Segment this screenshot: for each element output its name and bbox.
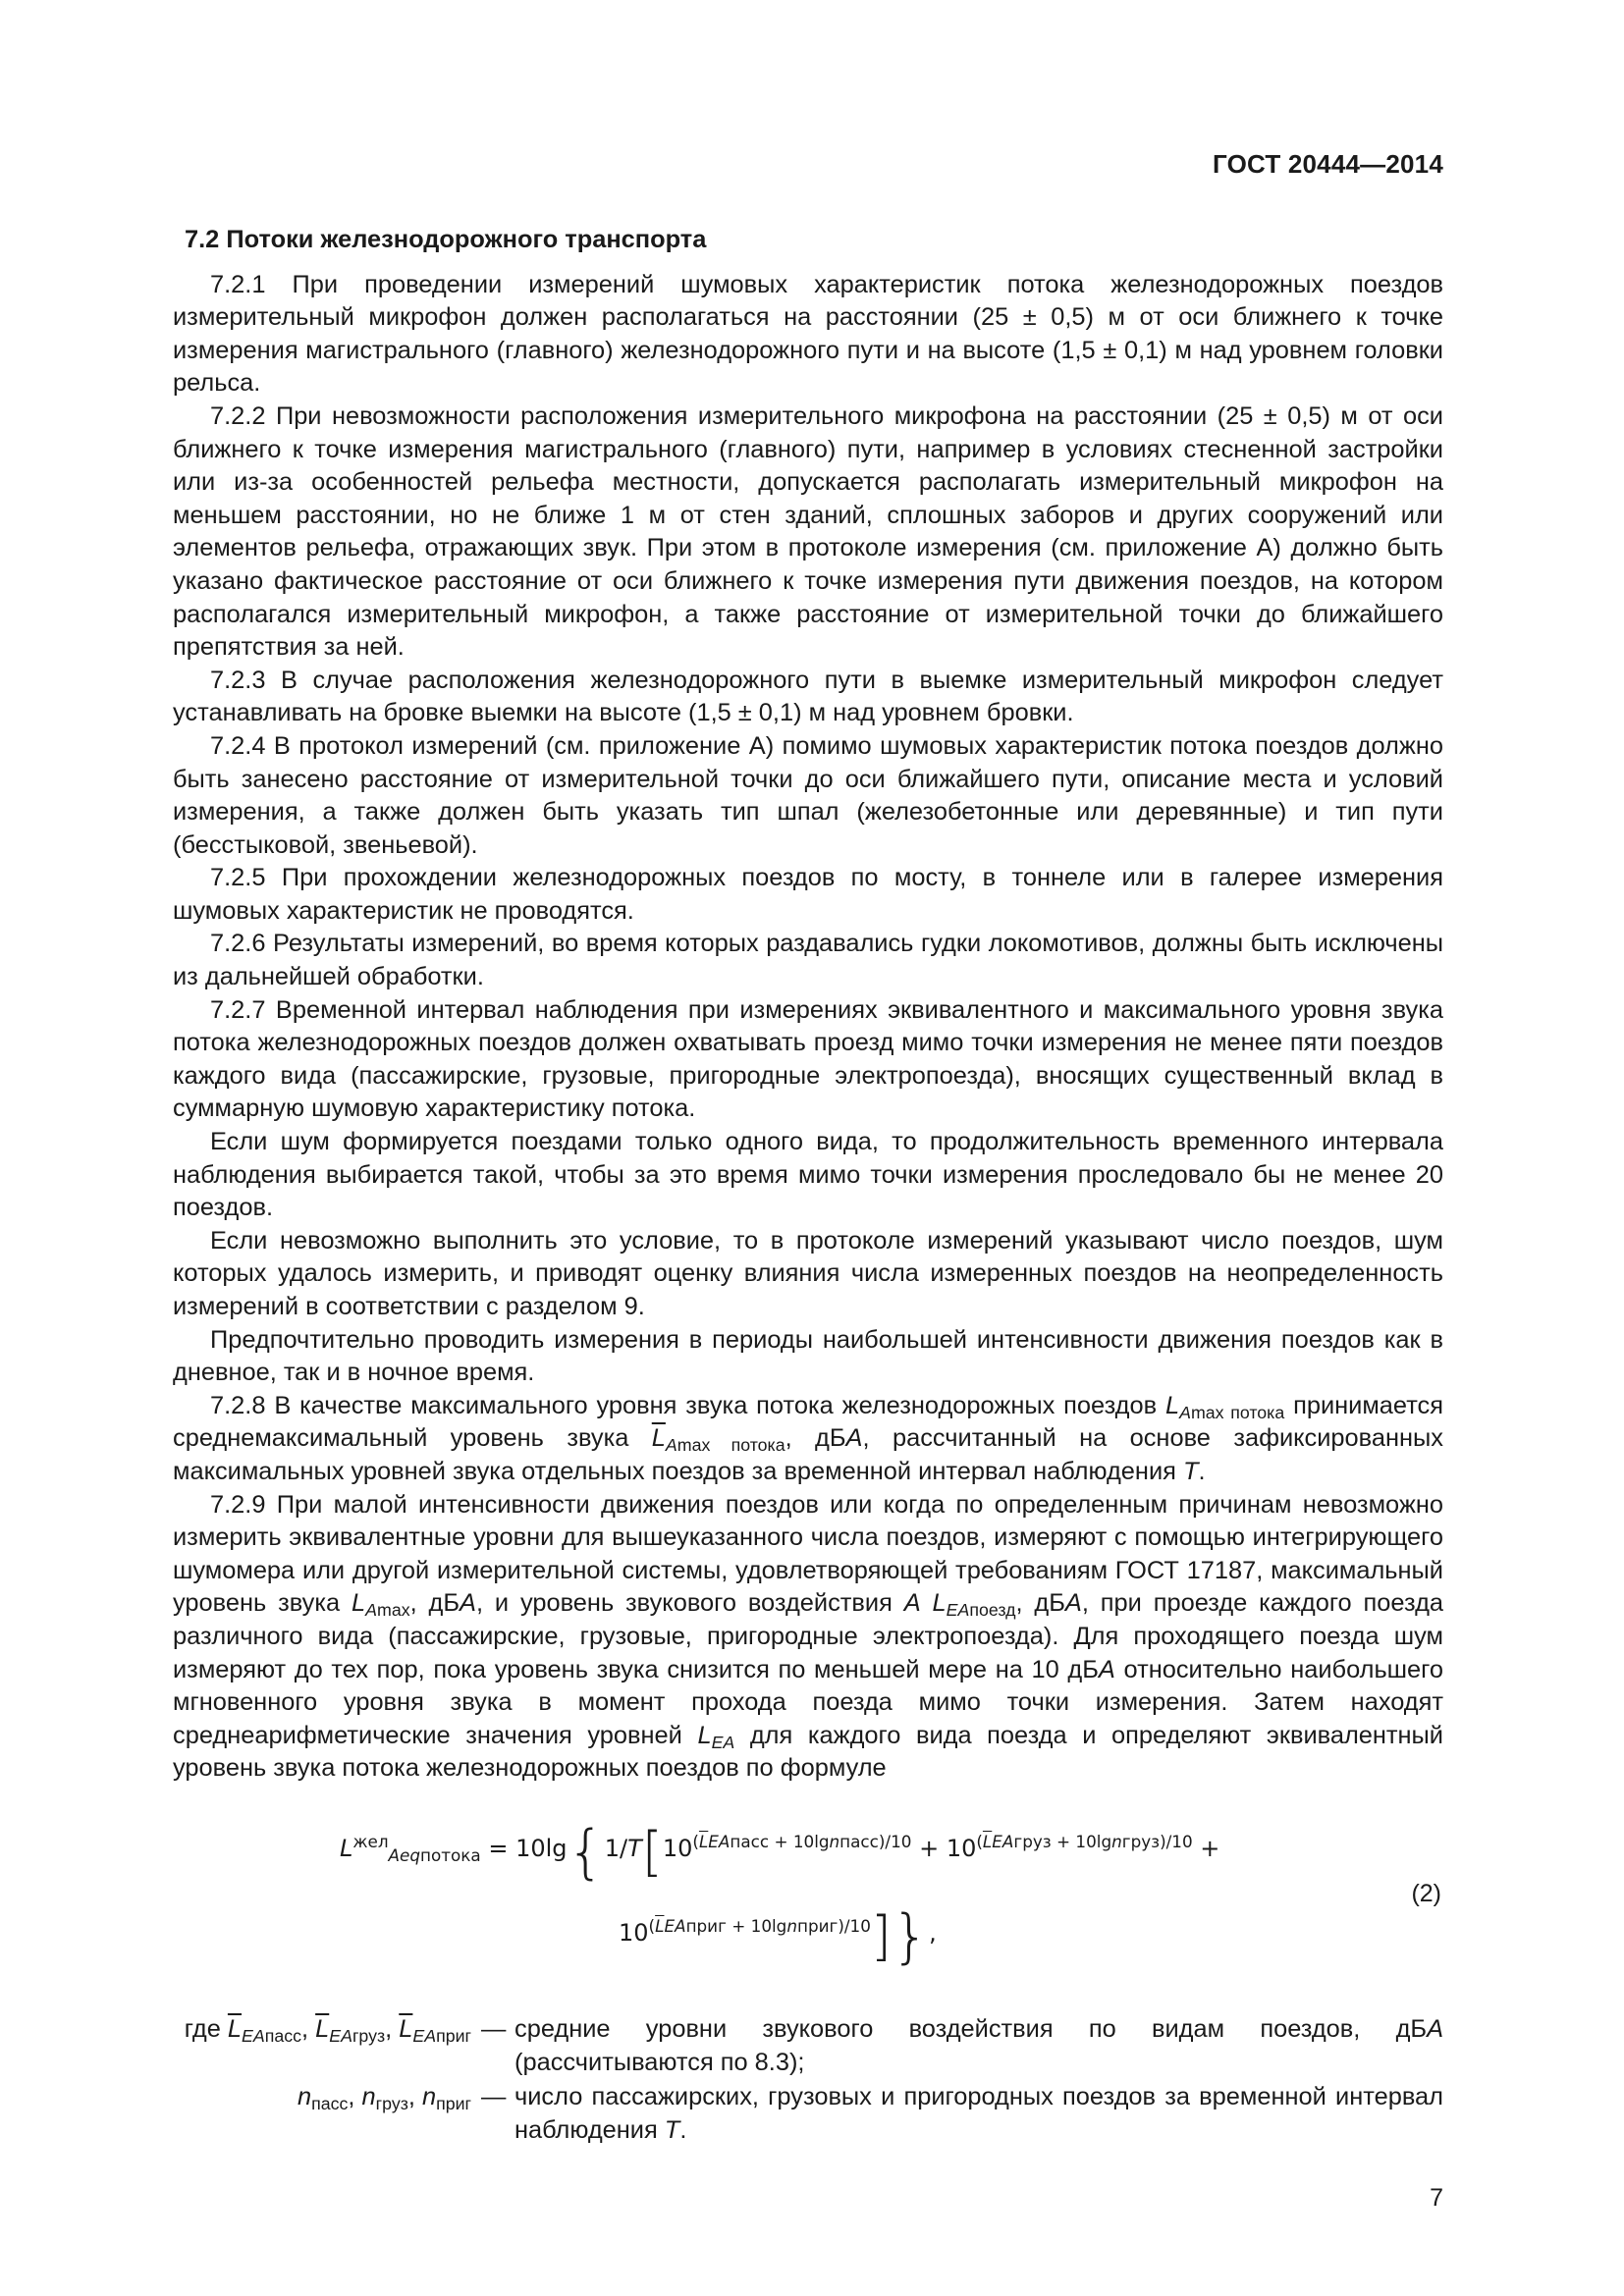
paragraph-7-2-4: 7.2.4 В протокол измерений (см. приложение А) помимо шумовых характеристик потока поездов должно быть занесено расстояние от измерительной точки до оси ближайшего пути, описание места и условий измерения, а также должен быть указать тип шпал (железобетонные или деревянные) и тип пути (бесстыковой, звеньевой). [173, 731, 1443, 859]
paragraph-7-2-1: 7.2.1 При проведении измерений шумовых характеристик потока железнодорожных поездов измерительный микрофон должен располагаться на расстоянии (25 ± 0,5) м от оси ближнего к точке измерения магистрального (главного) железнодорожного пути и на высоте (1,5 ± 0,1) м над уровнем головки рельса. [173, 270, 1443, 398]
paragraph-7-2-7: 7.2.7 Временной интервал наблюдения при измерениях эквивалентного и максимального уровня звука потока железнодорожных поездов должен охватывать проезд мимо точки измерения не менее пяти поездов каждого вида (пассажирские, грузовые, пригородные электропоезда), вносящих существенный вклад в суммарную шумовую характеристику потока. [173, 995, 1443, 1123]
paragraph-7-2-3: 7.2.3 В случае расположения железнодорожного пути в выемке измерительный микрофон следует устанавливать на бровке выемки на высоте (1,5 ± 0,1) м над уровнем бровки. [173, 666, 1443, 727]
formula-2 [173, 1815, 1443, 2002]
paragraph-7-2-2: 7.2.2 При невозможности расположения измерительного микрофона на расстоянии (25 ± 0,5) м от оси ближнего к точке измерения магистрального (главного) пути, например в условиях стесненной застройки или из-за особенностей рельефа местности, допускается располагать измерительный микрофон на меньшем расстоянии, но не ближе 1 м от стен зданий, сплошных заборов и других сооружений или элементов рельефа, отражающих звук. При этом в протоколе измерения (см. приложение А) должно быть указано фактическое расстояние от оси ближнего к точке измерения пути движения поездов, на котором располагался измерительный микрофон, а также расстояние от измерительной точки до ближайшего препятствия за ней. [173, 401, 1443, 662]
paragraph-7-2-8: 7.2.8 В качестве максимального уровня звука потока железнодорожных поездов $L_{Amax потока}$ принимается среднемаксимальный уровень звука $\overline{L}_{Amax потока}$, дБA, рассчитанный на основе зафиксированных максимальных уровней звука отдельных поездов за временной интервал наблюдения T. [173, 1391, 1443, 1485]
document-id: ГОСТ 20444—2014 [1213, 149, 1443, 179]
formula-line-1: $L^{жел}_{Aeqпотока} = 10\lg\{1/T[10^{(\overline{L}EAпасс + 10lgnпасс)/10} + 10^{(\overline{L}EAгруз + 10lgnгруз)/10}$ + [340, 1817, 1220, 1887]
paragraph-7-2-9: 7.2.9 При малой интенсивности движения поездов или когда по определенным причинам невозможно измерить эквивалентные уровни для вышеуказанного числа поездов, измеряют с помощью интегрирующего шумомера или другой измерительной системы, удовлетворяющей требованиям ГОСТ 17187, максимальный уровень звука $L_{Amax}$, дБA, и уровень звукового воздействия A $L_{EAпоезд}$, дБA, при проезде каждого поезда различного вида (пассажирские, грузовые, пригородные электропоезда). Для проходящего поезда шум измеряют до тех пор, пока уровень звука снизится по меньшей мере на 10 дБA относительно наибольшего мгновенного уровня звука в момент прохода поезда мимо точки измерения. Затем находят среднеарифметические значения уровней $L_{EA}$ для каждого вида поезда и определяют эквивалентный уровень звука потока железнодорожных поездов по формуле [173, 1490, 1444, 1783]
paragraph-preferred: Предпочтительно проводить измерения в периоды наибольшей интенсивности движения поездов как в дневное, так и в ночное время. [173, 1325, 1443, 1387]
paragraph-single-type: Если шум формируется поездами только одного вида, то продолжительность временного интервала наблюдения выбирается такой, чтобы за это время мимо точки измерения проследовало бы не менее 20 поездов. [173, 1128, 1443, 1222]
paragraph-7-2-6: 7.2.6 Результаты измерений, во время которых раздавались гудки локомотивов, должны быть исключены из дальнейшей обработки. [173, 930, 1443, 991]
section-title: 7.2 Потоки железнодорожного транспорта [185, 226, 707, 253]
definition-text: средние уровни звукового воздействия по видам поездов, дБA (рассчитываются по 8.3); [514, 2014, 1443, 2076]
definition-dash: — [481, 2083, 507, 2111]
formula-definitions [173, 2013, 1443, 2147]
formula-number: (2) [1411, 1879, 1441, 1907]
page-number: 7 [1430, 2184, 1443, 2212]
definition-row [173, 2013, 1443, 2079]
paragraph-impossible: Если невозможно выполнить это условие, то в протоколе измерений указывают число поездов, шум которых удалось измерить, и приводят оценку влияния числа измеренных поездов на неопределенность измерений в соответствии с разделом 9. [173, 1226, 1443, 1320]
definition-symbols: $n_{пасс}$, $n_{груз}$, $n_{приг}$ [298, 2083, 471, 2114]
page-content [173, 224, 1443, 2149]
paragraph-7-2-5: 7.2.5 При прохождении железнодорожных поездов по мосту, в тоннеле или в галерее измерения шумовых характеристик не проводятся. [173, 864, 1443, 925]
formula-line-2: $10^{(\overline{L}EAприг + 10lgnприг)/10}$]}, [619, 1901, 937, 1971]
definition-dash: — [481, 2014, 507, 2043]
definition-text: число пассажирских, грузовых и пригородных поездов за временной интервал наблюдения T. [514, 2083, 1443, 2144]
definition-row [173, 2081, 1443, 2147]
definition-symbols: где $\overline{L}_{EAпасс}$, $\overline{L}_{EAгруз}$, $\overline{L}_{EAприг}$ [184, 2014, 471, 2046]
